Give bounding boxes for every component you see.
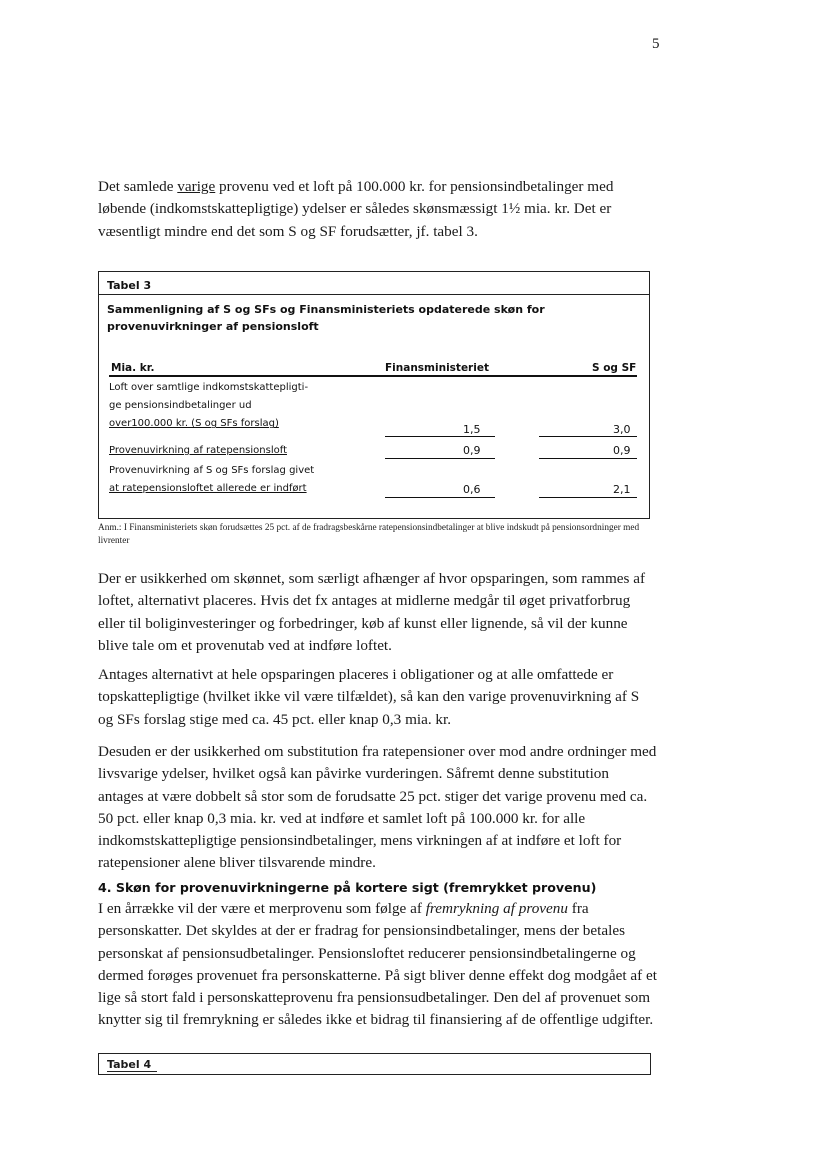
table-row-2-label: Provenuvirkning af ratepensionsloft xyxy=(109,445,287,456)
paragraph-substitution: Desuden er der usikkerhed om substitution fra ratepensioner over mod andre ordninger med livsvarige ydelser, hvilket også kan påvirke vurderingen. Såfremt denne substitution antages at være dobbelt så stor som de forudsatte 25 pct. stiger det varige provenu med ca. 50 pct. eller knap 0,3 mia. kr. ved at indføre et samlet loft på 100.000 kr. for alle indkomstskattepligtige pensionsindbetalinger, mens virkningen af at indføre et loft for ratepensioner alene bliver tilsvarende mindre. xyxy=(98,743,657,872)
table-row-1-ssf-rule xyxy=(539,436,637,437)
header-finansministeriet: Finansministeriet xyxy=(385,362,489,374)
paragraph-bonds: Antages alternativt at hele opsparingen placeres i obligationer og at alle omfattede er topskattepligtige (hvilket ikke vil være tilfældet), så kan den varige provenuvirkning af S og SFs forslag stige med ca. 45 pct. eller knap 0,3 mia. kr. xyxy=(98,666,640,728)
table-4-label: Tabel 4 xyxy=(107,1058,152,1071)
table-row-3-fm: 0,6 xyxy=(463,483,481,496)
table-row-1-fm: 1,5 xyxy=(463,423,481,436)
intro-paragraph: Det samlede varige provenu ved et loft på 100.000 kr. for pensionsindbetalinger med løbende (indkomstskattepligtige) ydelser er således skønsmæssigt 1½ mia. kr. Det er væsentligt mindre end det som S og SF forudsætter, jf. tabel 3. xyxy=(98,178,614,240)
table-row-2-ssf: 0,9 xyxy=(613,444,631,457)
header-s-og-sf: S og SF xyxy=(592,362,637,374)
table-4-label-rule xyxy=(107,1071,157,1072)
table-4 xyxy=(98,1053,651,1075)
paragraph-uncertainty: Der er usikkerhed om skønnet, som særligt afhænger af hvor opsparingen, som rammes af loftet, alternativt placeres. Hvis det fx antages at midlerne medgår til øget privatforbrug eller til boliginvesteringer og forbedringer, køb af kunst eller lignende, så vil der kunne blive tale om et provenutab ved at indføre loftet. xyxy=(98,570,646,654)
table-row-3-ssf-rule xyxy=(539,497,637,498)
table-row-3-label: Provenuvirkning af S og SFs forslag givet at ratepensionsloftet allerede er indført xyxy=(109,465,315,495)
table-row-2-ssf-rule xyxy=(539,458,637,459)
table-row-1-label: Loft over samtlige indkomstskattepligti- ge pensionsindbetalinger ud over100.000 kr. (S og SFs forslag) xyxy=(109,382,309,430)
header-unit: Mia. kr. xyxy=(111,362,155,374)
section-4-heading: 4. Skøn for provenuvirkningerne på kortere sigt (fremrykket provenu) xyxy=(98,880,597,895)
section-4-paragraph: I en årrække vil der være et merprovenu som følge af fremrykning af provenu fra personskatter. Det skyldes at der er fradrag for pensionsindbetalinger, mens der betales personskat af pensionsudbetalinger. Pensionsloftet reducerer pensionsindbetalingerne og dermed forøges provenuet fra personskatterne. På sigt bliver denne effekt dog modgået af et lige så stort fald i personskatteprovenu fra pensionsudbetalinger. Den del af provenuet som knytter sig til fremrykning er således ikke et bidrag til finansiering af de offentlige udgifter. xyxy=(98,900,657,1029)
table-row-2-fm: 0,9 xyxy=(463,444,481,457)
table-3 xyxy=(98,271,650,519)
table-row-1-ssf: 3,0 xyxy=(613,423,631,436)
table-row-2-fm-rule xyxy=(385,458,495,459)
table-row-3-fm-rule xyxy=(385,497,495,498)
table-3-title: Sammenligning af S og SFs og Finansministeriets opdaterede skøn for provenuvirkninger af pensionsloft xyxy=(107,303,545,333)
table-row-1-fm-rule xyxy=(385,436,495,437)
header-rule xyxy=(109,375,637,377)
page-number: 5 xyxy=(652,36,660,52)
table-row-3-ssf: 2,1 xyxy=(613,483,631,496)
table-3-label: Tabel 3 xyxy=(107,279,152,292)
table-3-note: Anm.: I Finansministeriets skøn forudsættes 25 pct. af de fradragsbeskårne ratepensionsindbetalinger at blive indskudt på pensionsordninger med livrenter xyxy=(98,523,640,546)
table-3-label-rule xyxy=(99,294,649,295)
